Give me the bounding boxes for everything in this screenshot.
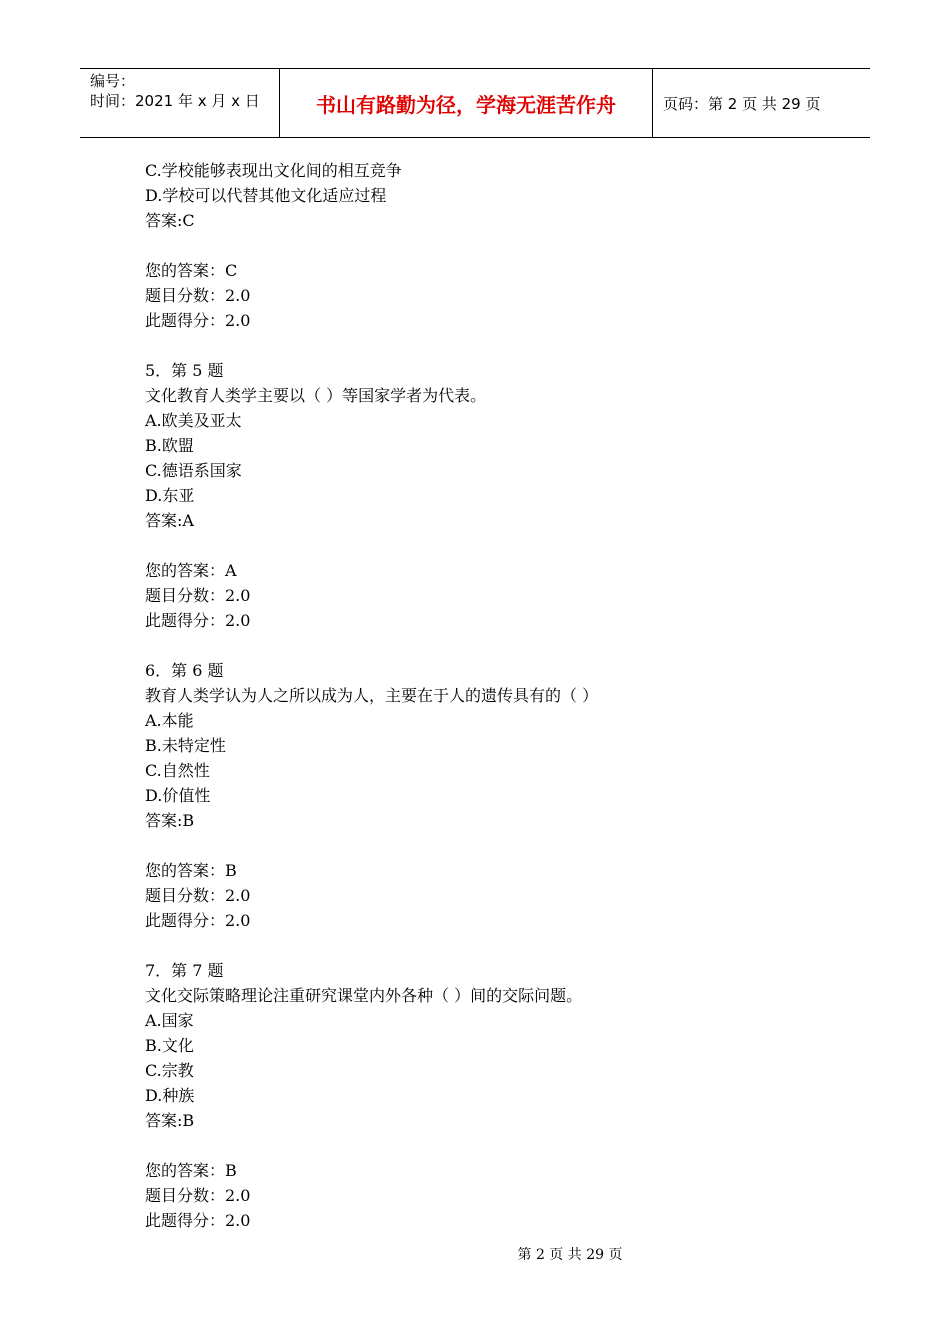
option-d: D.东亚 [145,486,195,505]
header-page-info: 页码：第 2 页 共 29 页 [663,94,821,113]
question-text: 教育人类学认为人之所以成为人，主要在于人的遗传具有的（ ） [145,686,599,705]
option-b: B.欧盟 [145,436,194,455]
option-b: B.文化 [145,1036,194,1055]
your-answer: 您的答案：B [145,1161,237,1180]
answer: 答案:B [145,1111,195,1130]
option-a: A.国家 [145,1011,194,1030]
question-score: 题目分数：2.0 [145,886,251,905]
time-label: 时间：2021 年 x 月 x 日 [90,92,260,110]
header-left-cell [80,69,280,137]
option-d: D.学校可以代替其他文化适应过程 [145,186,387,205]
page-footer: 第 2 页 共 29 页 [517,1247,623,1263]
earned-score: 此题得分：2.0 [145,1211,251,1230]
option-c: C.宗教 [145,1061,194,1080]
option-a: A.本能 [145,711,194,730]
your-answer: 您的答案：A [145,561,237,580]
your-answer: 您的答案：C [145,261,238,280]
answer: 答案:B [145,811,195,830]
question-title: 6．第 6 题 [145,661,224,680]
option-d: D.价值性 [145,786,211,805]
your-answer: 您的答案：B [145,861,237,880]
header-motto: 书山有路勤为径，学海无涯苦作舟 [280,69,653,137]
question-score: 题目分数：2.0 [145,586,251,605]
earned-score: 此题得分：2.0 [145,911,251,930]
page-header [80,68,870,138]
question-score: 题目分数：2.0 [145,1186,251,1205]
question-text: 文化交际策略理论注重研究课堂内外各种（ ）间的交际问题。 [145,986,583,1005]
option-c: C.自然性 [145,761,210,780]
option-c: C.学校能够表现出文化间的相互竞争 [145,161,402,180]
answer: 答案:A [145,511,194,530]
earned-score: 此题得分：2.0 [145,611,251,630]
earned-score: 此题得分：2.0 [145,311,251,330]
option-d: D.种族 [145,1086,195,1105]
question-text: 文化教育人类学主要以（ ）等国家学者为代表。 [145,386,487,405]
option-b: B.未特定性 [145,736,226,755]
document-body [145,158,845,1233]
question-score: 题目分数：2.0 [145,286,251,305]
option-a: A.欧美及亚太 [145,411,242,430]
number-label: 编号： [90,72,136,90]
option-c: C.德语系国家 [145,461,242,480]
question-title: 7．第 7 题 [145,961,224,980]
answer: 答案:C [145,211,195,230]
question-title: 5．第 5 题 [145,361,224,380]
